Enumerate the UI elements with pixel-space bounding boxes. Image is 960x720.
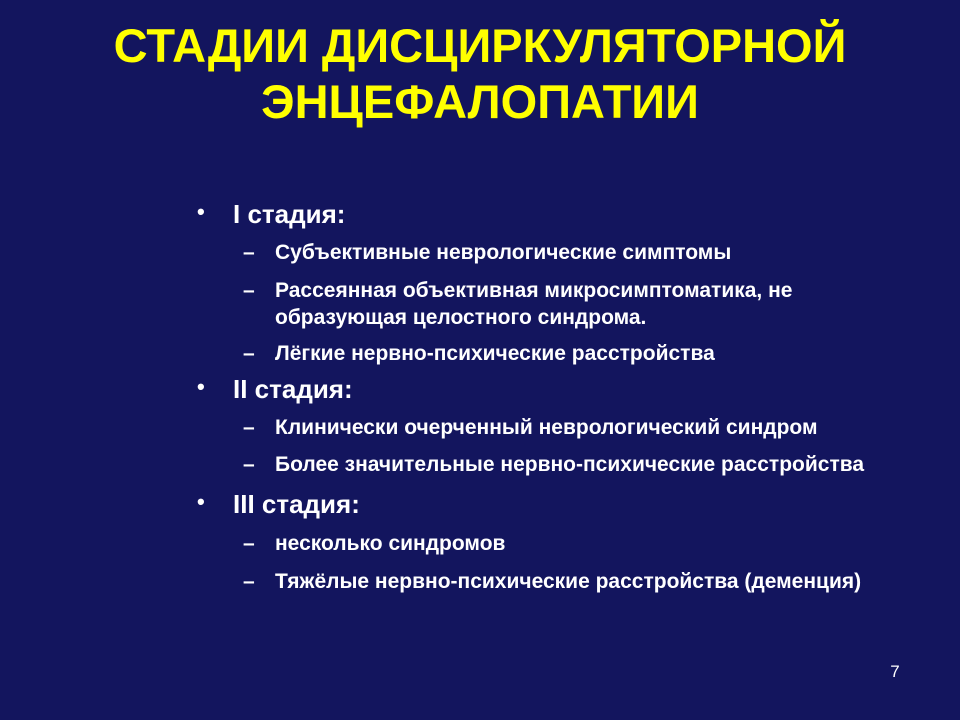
dash-icon: – bbox=[243, 241, 255, 264]
stage-3 bbox=[195, 488, 915, 595]
bullet-icon: • bbox=[197, 489, 205, 514]
slide-title bbox=[0, 18, 960, 130]
list-item bbox=[195, 414, 855, 441]
bullet-icon: • bbox=[197, 374, 205, 399]
list-item bbox=[195, 340, 915, 367]
list-item-text: Лёгкие нервно-психические расстройства bbox=[275, 342, 715, 365]
stage-heading bbox=[195, 198, 915, 230]
stage-heading-text: I стадия: bbox=[233, 199, 346, 229]
dash-icon: – bbox=[243, 416, 255, 439]
page-number: 7 bbox=[890, 662, 900, 681]
stage-heading-text: III стадия: bbox=[233, 489, 360, 519]
dash-icon: – bbox=[243, 570, 255, 593]
title-line-1: СТАДИИ ДИСЦИРКУЛЯТОРНОЙ bbox=[113, 19, 847, 72]
list-item bbox=[195, 568, 895, 595]
dash-icon: – bbox=[243, 342, 255, 365]
stage-2 bbox=[195, 373, 915, 478]
dash-icon: – bbox=[243, 532, 255, 555]
list-item bbox=[195, 239, 915, 266]
stage-heading-text: II стадия: bbox=[233, 374, 353, 404]
list-item-text: Тяжёлые нервно-психические расстройства (деменция) bbox=[275, 570, 862, 593]
slide-content bbox=[195, 198, 915, 595]
dash-icon: – bbox=[243, 453, 255, 476]
bullet-icon: • bbox=[197, 199, 205, 224]
stage-1 bbox=[195, 198, 915, 367]
stage-heading bbox=[195, 373, 915, 405]
stage-heading bbox=[195, 488, 915, 520]
list-item-text: Субъективные неврологические симптомы bbox=[275, 241, 732, 264]
list-item-text: Клинически очерченный неврологический синдром bbox=[275, 416, 818, 439]
dash-icon: – bbox=[243, 279, 255, 302]
stage-items bbox=[195, 414, 915, 478]
list-item-text: Более значительные нервно-психические расстройства bbox=[275, 453, 865, 476]
list-item bbox=[195, 451, 875, 478]
list-item bbox=[195, 277, 895, 331]
list-item-text: Рассеянная объективная микросимптоматика, не образующая целостного синдрома. bbox=[275, 279, 793, 329]
title-line-2: ЭНЦЕФАЛОПАТИИ bbox=[261, 75, 699, 128]
list-item bbox=[195, 530, 915, 557]
list-item-text: несколько синдромов bbox=[275, 532, 506, 555]
stage-items bbox=[195, 530, 915, 595]
stage-items bbox=[195, 239, 915, 367]
